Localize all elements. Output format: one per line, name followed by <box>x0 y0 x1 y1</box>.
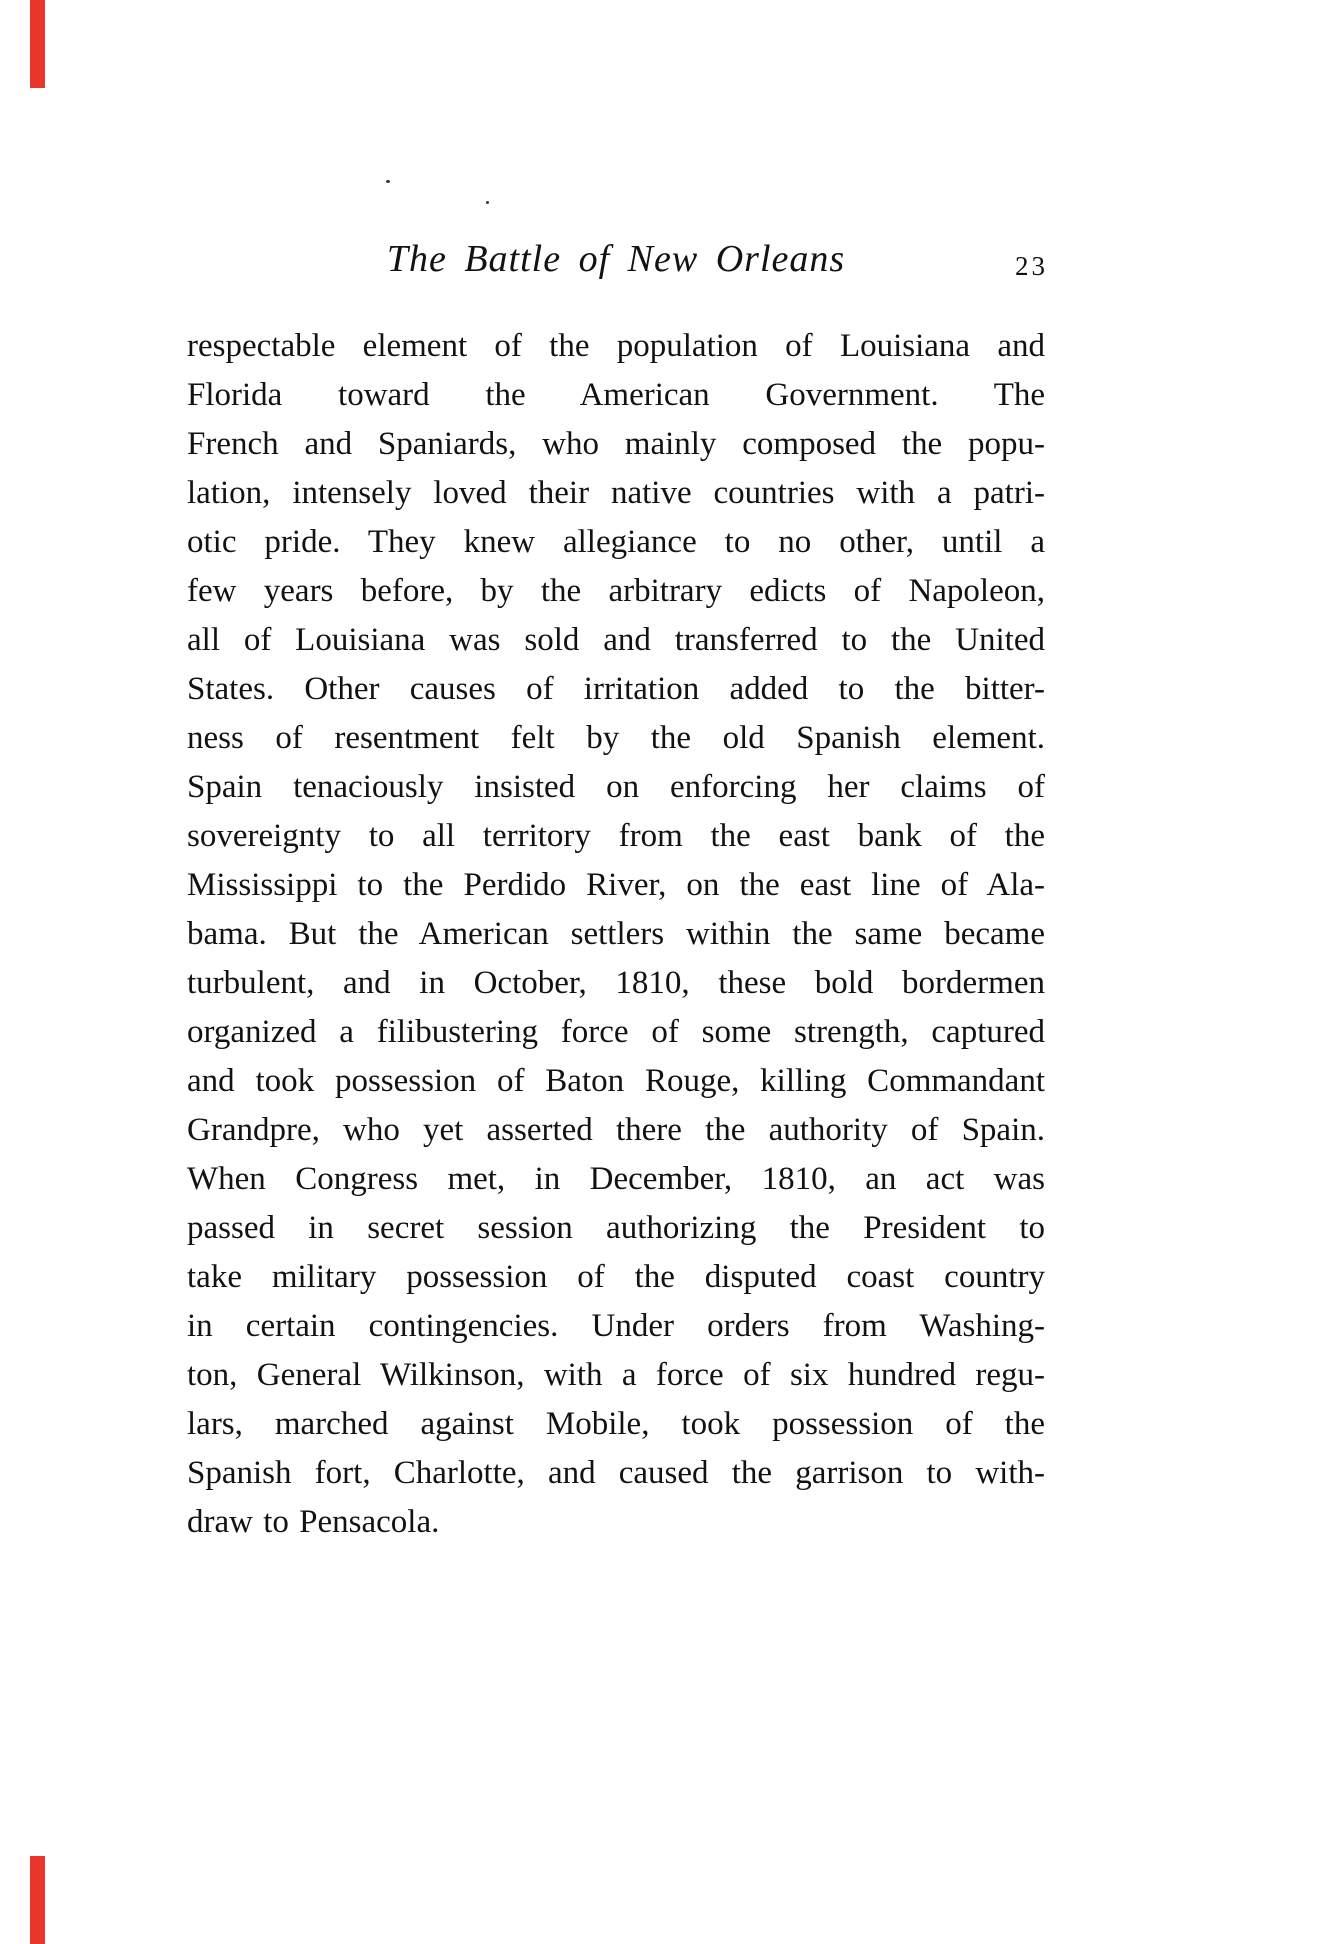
text-line: States. Other causes of irritation added to the bitter- <box>187 671 1045 707</box>
ink-speck <box>486 201 489 204</box>
ink-speck <box>386 180 390 183</box>
text-line: Florida toward the American Government. The <box>187 377 1045 413</box>
scan-edge-mark-bottom <box>30 1856 45 1944</box>
text-line: passed in secret session authorizing the President to <box>187 1210 1045 1246</box>
text-line: ton, General Wilkinson, with a force of six hundred regu- <box>187 1357 1045 1393</box>
text-line: French and Spaniards, who mainly composed the popu- <box>187 426 1045 462</box>
text-line: organized a filibustering force of some strength, captured <box>187 1014 1045 1050</box>
text-line: in certain contingencies. Under orders from Washing- <box>187 1308 1045 1344</box>
text-line: Spain tenaciously insisted on enforcing her claims of <box>187 769 1045 805</box>
text-line: respectable element of the population of Louisiana and <box>187 328 1045 364</box>
text-line: and took possession of Baton Rouge, killing Commandant <box>187 1063 1045 1099</box>
text-line: Grandpre, who yet asserted there the authority of Spain. <box>187 1112 1045 1148</box>
text-line: lars, marched against Mobile, took possession of the <box>187 1406 1045 1442</box>
text-line: sovereignty to all territory from the east bank of the <box>187 818 1045 854</box>
page-number: 23 <box>1015 251 1048 281</box>
text-line: Mississippi to the Perdido River, on the east line of Ala- <box>187 867 1045 903</box>
text-line: draw to Pensacola. <box>187 1504 440 1540</box>
text-line: bama. But the American settlers within the same became <box>187 916 1045 952</box>
text-line: take military possession of the disputed coast country <box>187 1259 1045 1295</box>
text-line: ness of resentment felt by the old Spanish element. <box>187 720 1045 756</box>
text-line: all of Louisiana was sold and transferred to the United <box>187 622 1045 658</box>
scan-edge-mark-top <box>30 0 45 88</box>
text-line: few years before, by the arbitrary edicts of Napoleon, <box>187 573 1045 609</box>
text-line: When Congress met, in December, 1810, an act was <box>187 1161 1045 1197</box>
text-line: lation, intensely loved their native countries with a patri- <box>187 475 1045 511</box>
running-header-title: The Battle of New Orleans <box>386 238 846 280</box>
text-line: Spanish fort, Charlotte, and caused the garrison to with- <box>187 1455 1045 1491</box>
page-body-text <box>187 322 1045 1547</box>
text-line: turbulent, and in October, 1810, these bold bordermen <box>187 965 1045 1001</box>
text-line: otic pride. They knew allegiance to no other, until a <box>187 524 1045 560</box>
